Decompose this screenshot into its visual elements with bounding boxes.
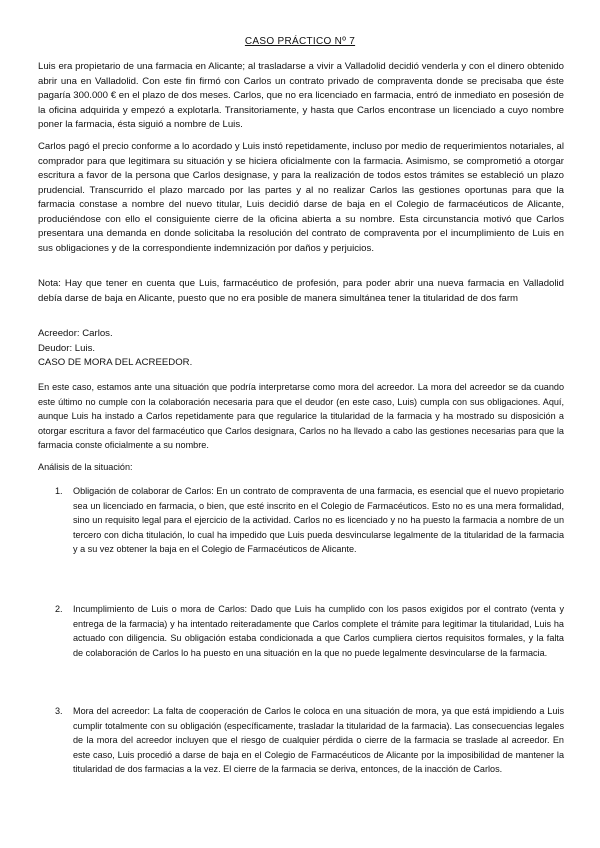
list-number-2: 2. bbox=[55, 604, 63, 614]
deudor-line: Deudor: Luis. bbox=[38, 343, 96, 354]
list-item-2: Incumplimiento de Luis o mora de Carlos: Dado que Luis ha cumplido con los pasos exigidos por el contrato (venta y entrega de la farmacia) y ha intentado reiteradamente que Carlos complete el trámite para legitimar la titularidad, Luis ha actuado con diligencia. Su obligación estaba condicionada a que Carlos cumpliera ciertos requisitos formales, y la falta de colaboración de Carlos lo ha puesto en una situación en la que no puede legalmente desvincularse de la farmacia. bbox=[73, 604, 564, 658]
analysis-heading: Análisis de la situación: bbox=[38, 462, 133, 472]
list-number-1: 1. bbox=[55, 486, 63, 496]
paragraph-note: Nota: Hay que tener en cuenta que Luis, farmacéutico de profesión, para poder abrir una nueva farmacia en Valladolid debía darse de baja en Alicante, puesto que no era posible de manera simultánea tener la titularidad de dos farm bbox=[38, 278, 564, 304]
case-type-line: CASO DE MORA DEL ACREEDOR. bbox=[38, 357, 193, 368]
list-number-3: 3. bbox=[55, 706, 63, 716]
paragraph-1: Luis era propietario de una farmacia en Alicante; al trasladarse a vivir a Valladolid decidió venderla y con el dinero obtenido abrir una en Valladolid. Con este fin firmó con Carlos un contrato privado de compraventa donde se precisaba que éste pagaría 300.000 € en el plazo de dos meses. Carlos, que no era licenciado en farmacia, entró de inmediato en posesión de la oficina adquirida y empezó a explotarla. Transitoriamente, y hasta que Carlos encontrase un licenciado a cuyo nombre poner la farmacia, ésta siguió a nombre de Luis. bbox=[38, 61, 564, 130]
list-item-1: Obligación de colaborar de Carlos: En un contrato de compraventa de una farmacia, es esencial que el nuevo propietario sea un licenciado en farmacia, o bien, que esté inscrito en el Colegio de Farmacéuticos. Esto no es una mera formalidad, sino un requisito legal para el ejercicio de la actividad. Carlos no es licenciado y no ha puesto la farmacia a nombre de un tercero con dicha titulación, lo cual ha impedido que Luis pueda desvincularse legalmente de la titularidad de la farmacia y a su vez obtener la baja en el Colegio de Farmacéuticos de Alicante. bbox=[73, 486, 564, 554]
intro-paragraph: En este caso, estamos ante una situación que podría interpretarse como mora del acreedor. La mora del acreedor se da cuando este último no cumple con la colaboración necesaria para que el deudor (en este caso, Luis) cumpla con sus obligaciones. Aquí, aunque Luis ha instado a Carlos repetidamente para que regularice la titularidad de la farmacia y ha mostrado su disposición a otorgar escritura a favor del farmacéutico que Carlos designara, Carlos no ha llevado a cabo las gestiones necesarias para que la farmacia conste oficialmente a su nombre. bbox=[38, 382, 564, 450]
list-item-3: Mora del acreedor: La falta de cooperación de Carlos le coloca en una situación de mora, ya que está impidiendo a Luis cumplir totalmente con su obligación (específicamente, trasladar la titularidad de la farmacia). Las consecuencias legales de la mora del acreedor incluyen que el riesgo de cualquier pérdida o cierre de la farmacia se traslade al acreedor. En este caso, Luis procedió a darse de baja en el Colegio de Farmacéuticos de Alicante por la imposibilidad de mantener la titularidad de dos farmacias a la vez. El cierre de la farmacia se deriva, entonces, de la inacción de Carlos. bbox=[73, 706, 564, 774]
document-title: CASO PRÁCTICO Nº 7 bbox=[244, 36, 356, 47]
acreedor-line: Acreedor: Carlos. bbox=[38, 328, 113, 339]
paragraph-2: Carlos pagó el precio conforme a lo acordado y Luis instó repetidamente, incluso por medio de requerimientos notariales, al comprador para que legitimara su situación y se hiciera oficialmente con la farmacia. Asimismo, se comprometió a otorgar escritura a favor de la persona que Carlos designase, y para la realización de todos estos trámites se estableció un plazo prudencial. Transcurrido el plazo marcado por las partes y al no realizar Carlos las gestiones oportunas para que la farmacia constase a nombre del nuevo titular, Luis decidió darse de baja en el Colegio de farmacéuticos de Alicante, produciéndose con ello el consiguiente cierre de la oficina abierta a su nombre. Esta circunstancia motivó que Carlos presentara una demanda en donde solicitaba la resolución del contrato de compraventa por el incumplimiento de Luis en sus obligaciones y de la correspondiente indemnización por daños y perjuicios. bbox=[38, 141, 564, 254]
